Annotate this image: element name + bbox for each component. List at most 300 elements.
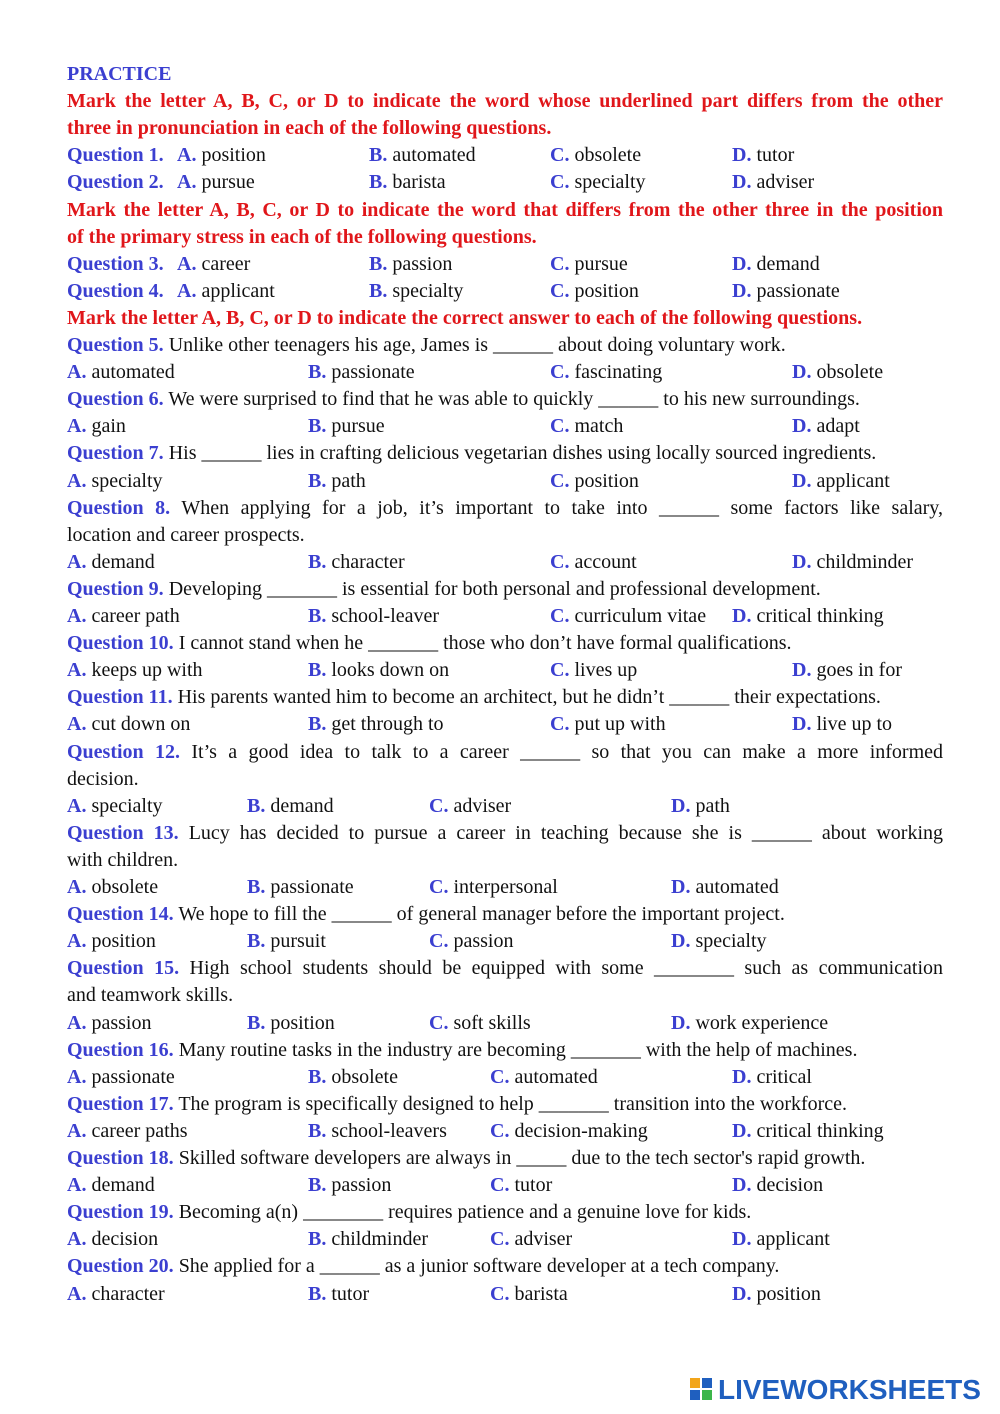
option-letter: C. bbox=[429, 1011, 449, 1034]
option-a[interactable] bbox=[67, 711, 190, 738]
option-d[interactable] bbox=[732, 142, 794, 169]
option-text: lives up bbox=[574, 659, 638, 682]
option-b[interactable] bbox=[369, 278, 463, 305]
option-letter: D. bbox=[732, 1065, 752, 1088]
option-letter: A. bbox=[67, 659, 87, 682]
option-text: position bbox=[756, 1282, 821, 1305]
option-c[interactable] bbox=[490, 1172, 552, 1199]
section-instruction: of the primary stress in each of the following questions. bbox=[67, 225, 537, 248]
option-text: path bbox=[331, 469, 366, 492]
option-c[interactable] bbox=[550, 142, 641, 169]
question-text: Many routine tasks in the industry are becoming _______ with the help of machines. bbox=[178, 1038, 858, 1061]
option-text: barista bbox=[514, 1282, 568, 1305]
question-stem bbox=[67, 576, 943, 603]
option-c[interactable] bbox=[429, 874, 558, 901]
option-text: demand bbox=[756, 252, 820, 275]
option-letter: A. bbox=[67, 361, 87, 384]
option-letter: B. bbox=[369, 144, 388, 167]
question-stem bbox=[67, 955, 943, 982]
option-b[interactable] bbox=[247, 874, 354, 901]
option-letter: B. bbox=[247, 876, 266, 898]
option-text: passion bbox=[331, 1174, 392, 1197]
question-label: Question 8. bbox=[67, 496, 171, 519]
option-b[interactable] bbox=[247, 793, 334, 820]
option-b[interactable] bbox=[308, 1118, 447, 1145]
option-a[interactable] bbox=[67, 1064, 175, 1091]
question-label: Question 11. bbox=[67, 686, 173, 709]
option-letter: C. bbox=[550, 469, 570, 492]
option-letter: C. bbox=[490, 1065, 510, 1088]
question-row bbox=[67, 278, 943, 305]
option-letter: D. bbox=[732, 1228, 752, 1251]
option-text: tutor bbox=[331, 1282, 370, 1305]
option-a[interactable] bbox=[67, 657, 203, 684]
option-d[interactable] bbox=[671, 874, 779, 901]
question-label: Question 10. bbox=[67, 632, 174, 655]
option-text: specialty bbox=[91, 794, 163, 817]
option-text: passion bbox=[392, 252, 453, 275]
option-letter: A. bbox=[177, 171, 197, 194]
question-row bbox=[67, 142, 943, 169]
question-label: Question 3. bbox=[67, 252, 164, 275]
option-letter: A. bbox=[67, 876, 87, 898]
option-c[interactable] bbox=[550, 359, 662, 386]
option-letter: A. bbox=[177, 279, 197, 302]
options-row bbox=[67, 1281, 943, 1308]
option-a[interactable] bbox=[67, 549, 155, 576]
question-label: Question 4. bbox=[67, 279, 164, 302]
option-letter: B. bbox=[308, 1065, 327, 1088]
option-text: pursuit bbox=[270, 930, 326, 953]
option-text: applicant bbox=[201, 279, 275, 302]
option-d[interactable] bbox=[732, 603, 884, 630]
option-d[interactable] bbox=[671, 928, 767, 955]
option-text: cut down on bbox=[91, 713, 191, 736]
option-c[interactable] bbox=[429, 928, 513, 955]
option-text: critical thinking bbox=[756, 1119, 884, 1142]
option-letter: D. bbox=[671, 794, 691, 817]
option-text: soft skills bbox=[453, 1011, 531, 1034]
question-text: Skilled software developers are always in _____ due to the tech sector's rapid growth. bbox=[178, 1147, 866, 1169]
option-text: specialty bbox=[392, 279, 464, 302]
option-letter: D. bbox=[732, 605, 752, 627]
option-a[interactable] bbox=[67, 874, 158, 901]
option-text: match bbox=[574, 415, 624, 438]
question-label: Question 6. bbox=[67, 388, 164, 411]
option-letter: D. bbox=[732, 1282, 752, 1305]
option-c[interactable] bbox=[550, 468, 639, 495]
option-d[interactable] bbox=[792, 359, 883, 386]
question-stem bbox=[67, 1091, 943, 1118]
option-a[interactable] bbox=[67, 1281, 165, 1308]
option-letter: B. bbox=[247, 794, 266, 817]
option-a[interactable] bbox=[67, 1172, 155, 1199]
option-text: position bbox=[270, 1011, 335, 1034]
option-b[interactable] bbox=[308, 603, 439, 630]
option-text: automated bbox=[91, 361, 175, 384]
option-d[interactable] bbox=[732, 1226, 830, 1253]
question-label: Question 7. bbox=[67, 442, 164, 465]
option-d[interactable] bbox=[732, 1281, 821, 1308]
option-d[interactable] bbox=[732, 278, 840, 305]
option-b[interactable] bbox=[247, 928, 326, 955]
option-letter: B. bbox=[308, 469, 327, 492]
option-letter: C. bbox=[490, 1282, 510, 1305]
option-letter: B. bbox=[308, 713, 327, 736]
option-text: keeps up with bbox=[91, 659, 203, 682]
option-a[interactable] bbox=[67, 413, 126, 440]
option-letter: B. bbox=[308, 550, 327, 573]
option-text: obsolete bbox=[574, 144, 642, 167]
option-letter: A. bbox=[67, 794, 87, 817]
option-c[interactable] bbox=[550, 251, 628, 278]
option-c[interactable] bbox=[550, 413, 623, 440]
option-letter: C. bbox=[550, 713, 570, 736]
option-letter: B. bbox=[369, 252, 388, 275]
option-text: automated bbox=[695, 876, 779, 898]
option-letter: D. bbox=[732, 1174, 752, 1197]
question-stem bbox=[67, 901, 943, 928]
question-text: Developing _______ is essential for both personal and professional development. bbox=[168, 577, 821, 600]
question-text: and teamwork skills. bbox=[67, 984, 234, 1007]
option-text: childminder bbox=[816, 550, 914, 573]
option-letter: A. bbox=[67, 469, 87, 492]
options-row bbox=[67, 928, 943, 955]
question-stem bbox=[67, 1253, 943, 1280]
option-c[interactable] bbox=[490, 1281, 568, 1308]
options-row bbox=[67, 874, 943, 901]
option-letter: A. bbox=[67, 415, 87, 438]
question-label: Question 2. bbox=[67, 171, 164, 194]
question-stem bbox=[67, 820, 943, 847]
question-text: We hope to fill the ______ of general manager before the important project. bbox=[178, 903, 785, 926]
option-a[interactable] bbox=[67, 603, 180, 630]
section-instruction: three in pronunciation in each of the following questions. bbox=[67, 117, 552, 140]
option-text: obsolete bbox=[331, 1065, 398, 1088]
option-text: live up to bbox=[816, 713, 892, 736]
option-letter: D. bbox=[732, 1119, 752, 1142]
question-text: It’s a good idea to talk to a career ______ so that you can make a more informed bbox=[191, 740, 944, 763]
option-c[interactable] bbox=[550, 657, 637, 684]
question-text: decision. bbox=[67, 767, 139, 790]
liveworksheets-logo-icon bbox=[690, 1378, 714, 1402]
question-label: Question 12. bbox=[67, 740, 181, 763]
options-row bbox=[67, 711, 943, 738]
option-a[interactable] bbox=[67, 359, 175, 386]
option-letter: A. bbox=[67, 1119, 87, 1142]
option-letter: A. bbox=[67, 930, 87, 953]
option-b[interactable] bbox=[369, 169, 446, 196]
question-text: High school students should be equipped with some ________ such as communication bbox=[189, 957, 944, 980]
option-d[interactable] bbox=[732, 251, 820, 278]
option-a[interactable] bbox=[67, 1226, 158, 1253]
option-c[interactable] bbox=[429, 1010, 531, 1037]
option-letter: C. bbox=[429, 794, 449, 817]
option-text: path bbox=[695, 794, 730, 817]
option-letter: B. bbox=[308, 415, 327, 438]
option-d[interactable] bbox=[671, 793, 730, 820]
question-text: When applying for a job, it’s important to take into ______ some factors like salary, bbox=[181, 496, 944, 519]
option-letter: D. bbox=[792, 361, 812, 384]
option-c[interactable] bbox=[490, 1064, 598, 1091]
option-text: character bbox=[91, 1282, 165, 1305]
option-text: curriculum vitae bbox=[574, 605, 707, 627]
question-row bbox=[67, 169, 943, 196]
option-a[interactable] bbox=[67, 468, 163, 495]
option-letter: A. bbox=[67, 1228, 87, 1251]
option-b[interactable] bbox=[308, 1226, 428, 1253]
option-text: barista bbox=[392, 171, 446, 194]
option-letter: A. bbox=[67, 1011, 87, 1034]
option-text: position bbox=[91, 930, 156, 953]
question-text: location and career prospects. bbox=[67, 523, 305, 546]
option-d[interactable] bbox=[792, 413, 860, 440]
option-letter: B. bbox=[247, 930, 266, 953]
option-c[interactable] bbox=[550, 549, 637, 576]
option-letter: C. bbox=[490, 1119, 510, 1142]
option-b[interactable] bbox=[308, 657, 449, 684]
question-stem bbox=[67, 522, 943, 549]
option-text: demand bbox=[91, 550, 155, 573]
option-text: critical thinking bbox=[756, 605, 884, 627]
option-text: career paths bbox=[91, 1119, 188, 1142]
option-c[interactable] bbox=[490, 1118, 648, 1145]
option-text: pursue bbox=[574, 252, 628, 275]
option-d[interactable] bbox=[792, 657, 902, 684]
option-letter: C. bbox=[550, 144, 570, 167]
options-row bbox=[67, 413, 943, 440]
option-d[interactable] bbox=[792, 549, 913, 576]
question-text: We were surprised to find that he was able to quickly ______ to his new surroundings. bbox=[168, 388, 860, 411]
option-c[interactable] bbox=[550, 278, 639, 305]
question-text: She applied for a ______ as a junior software developer at a tech company. bbox=[178, 1255, 780, 1278]
option-text: decision-making bbox=[514, 1119, 648, 1142]
option-letter: A. bbox=[67, 1282, 87, 1305]
option-text: adviser bbox=[514, 1228, 573, 1251]
option-letter: C. bbox=[490, 1174, 510, 1197]
option-letter: B. bbox=[369, 279, 388, 302]
question-stem bbox=[67, 739, 943, 766]
option-d[interactable] bbox=[792, 468, 890, 495]
option-text: career path bbox=[91, 605, 180, 627]
option-text: passion bbox=[91, 1011, 152, 1034]
option-b[interactable] bbox=[308, 549, 405, 576]
question-stem bbox=[67, 332, 943, 359]
option-text: pursue bbox=[201, 171, 255, 194]
option-letter: B. bbox=[308, 1282, 327, 1305]
option-text: school-leavers bbox=[331, 1119, 447, 1142]
option-b[interactable] bbox=[369, 142, 476, 169]
question-stem bbox=[67, 440, 943, 467]
option-c[interactable] bbox=[550, 169, 646, 196]
option-a[interactable] bbox=[177, 169, 255, 196]
option-c[interactable] bbox=[550, 711, 666, 738]
option-text: adapt bbox=[816, 415, 860, 438]
option-text: position bbox=[201, 144, 266, 167]
question-stem bbox=[67, 386, 943, 413]
options-row bbox=[67, 549, 943, 576]
question-label: Question 13. bbox=[67, 821, 179, 844]
option-letter: C. bbox=[550, 361, 570, 384]
option-text: get through to bbox=[331, 713, 444, 736]
option-letter: B. bbox=[247, 1011, 266, 1034]
option-letter: B. bbox=[308, 361, 327, 384]
option-letter: B. bbox=[308, 1119, 327, 1142]
option-text: demand bbox=[91, 1174, 155, 1197]
option-d[interactable] bbox=[732, 1118, 884, 1145]
option-c[interactable] bbox=[550, 603, 706, 630]
options-row bbox=[67, 603, 943, 630]
option-d[interactable] bbox=[792, 711, 892, 738]
options-row bbox=[67, 1064, 943, 1091]
option-b[interactable] bbox=[308, 711, 444, 738]
option-text: passion bbox=[453, 930, 514, 953]
question-label: Question 19. bbox=[67, 1201, 174, 1224]
option-letter: A. bbox=[177, 252, 197, 275]
option-text: adviser bbox=[453, 794, 512, 817]
question-text: Unlike other teenagers his age, James is ______ about doing voluntary work. bbox=[168, 334, 786, 356]
option-letter: A. bbox=[67, 1174, 87, 1197]
option-d[interactable] bbox=[732, 1172, 823, 1199]
option-letter: C. bbox=[550, 415, 570, 438]
option-a[interactable] bbox=[67, 793, 163, 820]
question-text: Lucy has decided to pursue a career in teaching because she is ______ about working bbox=[188, 821, 943, 844]
question-stem bbox=[67, 1037, 943, 1064]
option-a[interactable] bbox=[177, 278, 275, 305]
option-b[interactable] bbox=[308, 1172, 391, 1199]
options-row bbox=[67, 1118, 943, 1145]
question-stem bbox=[67, 847, 943, 874]
section-instruction: Mark the letter A, B, C, or D to indicate the word whose underlined part differs from the other bbox=[67, 90, 943, 113]
option-b[interactable] bbox=[308, 1281, 369, 1308]
option-letter: D. bbox=[732, 144, 752, 167]
question-stem bbox=[67, 630, 943, 657]
option-letter: C. bbox=[550, 252, 570, 275]
option-letter: D. bbox=[792, 550, 812, 573]
option-letter: C. bbox=[429, 930, 449, 953]
option-letter: B. bbox=[308, 605, 327, 627]
option-b[interactable] bbox=[247, 1010, 335, 1037]
options-row bbox=[67, 793, 943, 820]
question-label: Question 9. bbox=[67, 577, 164, 600]
option-text: obsolete bbox=[91, 876, 159, 898]
option-text: fascinating bbox=[574, 361, 663, 384]
options-row bbox=[67, 1010, 943, 1037]
options-row bbox=[67, 359, 943, 386]
option-text: specialty bbox=[574, 171, 646, 194]
option-letter: D. bbox=[732, 279, 752, 302]
question-label: Question 20. bbox=[67, 1255, 174, 1278]
option-letter: C. bbox=[550, 171, 570, 194]
option-b[interactable] bbox=[308, 1064, 398, 1091]
option-d[interactable] bbox=[732, 1064, 812, 1091]
option-text: account bbox=[574, 550, 637, 573]
question-label: Question 16. bbox=[67, 1038, 174, 1061]
option-text: applicant bbox=[816, 469, 890, 492]
option-text: looks down on bbox=[331, 659, 450, 682]
option-text: pursue bbox=[331, 415, 385, 438]
option-text: passionate bbox=[756, 279, 840, 302]
options-row bbox=[67, 1226, 943, 1253]
options-row bbox=[67, 1172, 943, 1199]
question-label: Question 14. bbox=[67, 903, 174, 926]
question-text: I cannot stand when he _______ those who don’t have formal qualifications. bbox=[178, 632, 792, 655]
option-text: interpersonal bbox=[453, 876, 558, 898]
option-a[interactable] bbox=[67, 928, 156, 955]
question-stem bbox=[67, 1199, 943, 1226]
option-letter: B. bbox=[308, 1228, 327, 1251]
option-text: decision bbox=[91, 1228, 159, 1251]
option-a[interactable] bbox=[67, 1010, 151, 1037]
option-letter: D. bbox=[732, 171, 752, 194]
option-a[interactable] bbox=[177, 142, 266, 169]
page-title: PRACTICE bbox=[67, 63, 172, 85]
option-d[interactable] bbox=[732, 169, 814, 196]
option-letter: A. bbox=[177, 144, 197, 167]
option-letter: C. bbox=[550, 279, 570, 302]
option-text: obsolete bbox=[816, 361, 884, 384]
option-letter: D. bbox=[792, 415, 812, 438]
option-text: passionate bbox=[270, 876, 354, 898]
option-text: career bbox=[201, 252, 251, 275]
question-text: His ______ lies in crafting delicious vegetarian dishes using locally sourced ingredients. bbox=[168, 442, 877, 465]
option-a[interactable] bbox=[177, 251, 250, 278]
option-text: goes in for bbox=[816, 659, 902, 682]
option-letter: A. bbox=[67, 1065, 87, 1088]
option-text: decision bbox=[756, 1174, 824, 1197]
option-letter: C. bbox=[550, 550, 570, 573]
option-text: childminder bbox=[331, 1228, 428, 1251]
option-text: school-leaver bbox=[331, 605, 440, 627]
option-letter: D. bbox=[671, 1011, 691, 1034]
option-b[interactable] bbox=[369, 251, 452, 278]
question-text: with children. bbox=[67, 848, 179, 871]
option-text: character bbox=[331, 550, 405, 573]
question-stem bbox=[67, 495, 943, 522]
option-b[interactable] bbox=[308, 468, 366, 495]
question-stem bbox=[67, 684, 943, 711]
option-d[interactable] bbox=[671, 1010, 828, 1037]
option-letter: B. bbox=[308, 659, 327, 682]
question-label: Question 5. bbox=[67, 334, 164, 356]
question-stem bbox=[67, 766, 943, 793]
option-c[interactable] bbox=[429, 793, 511, 820]
option-text: applicant bbox=[756, 1228, 830, 1251]
option-letter: D. bbox=[732, 252, 752, 275]
option-letter: D. bbox=[792, 713, 812, 736]
question-label: Question 18. bbox=[67, 1147, 174, 1169]
option-text: tutor bbox=[514, 1174, 553, 1197]
option-text: tutor bbox=[756, 144, 795, 167]
option-text: demand bbox=[270, 794, 334, 817]
option-b[interactable] bbox=[308, 413, 385, 440]
option-letter: C. bbox=[550, 605, 570, 627]
option-b[interactable] bbox=[308, 359, 415, 386]
option-text: automated bbox=[514, 1065, 598, 1088]
option-a[interactable] bbox=[67, 1118, 188, 1145]
option-letter: C. bbox=[490, 1228, 510, 1251]
option-letter: C. bbox=[550, 659, 570, 682]
option-text: specialty bbox=[695, 930, 767, 953]
option-letter: A. bbox=[67, 713, 87, 736]
option-letter: D. bbox=[792, 469, 812, 492]
option-text: critical bbox=[756, 1065, 812, 1088]
options-row bbox=[67, 657, 943, 684]
question-stem bbox=[67, 982, 943, 1009]
option-text: automated bbox=[392, 144, 476, 167]
question-label: Question 1. bbox=[67, 144, 164, 167]
option-c[interactable] bbox=[490, 1226, 572, 1253]
